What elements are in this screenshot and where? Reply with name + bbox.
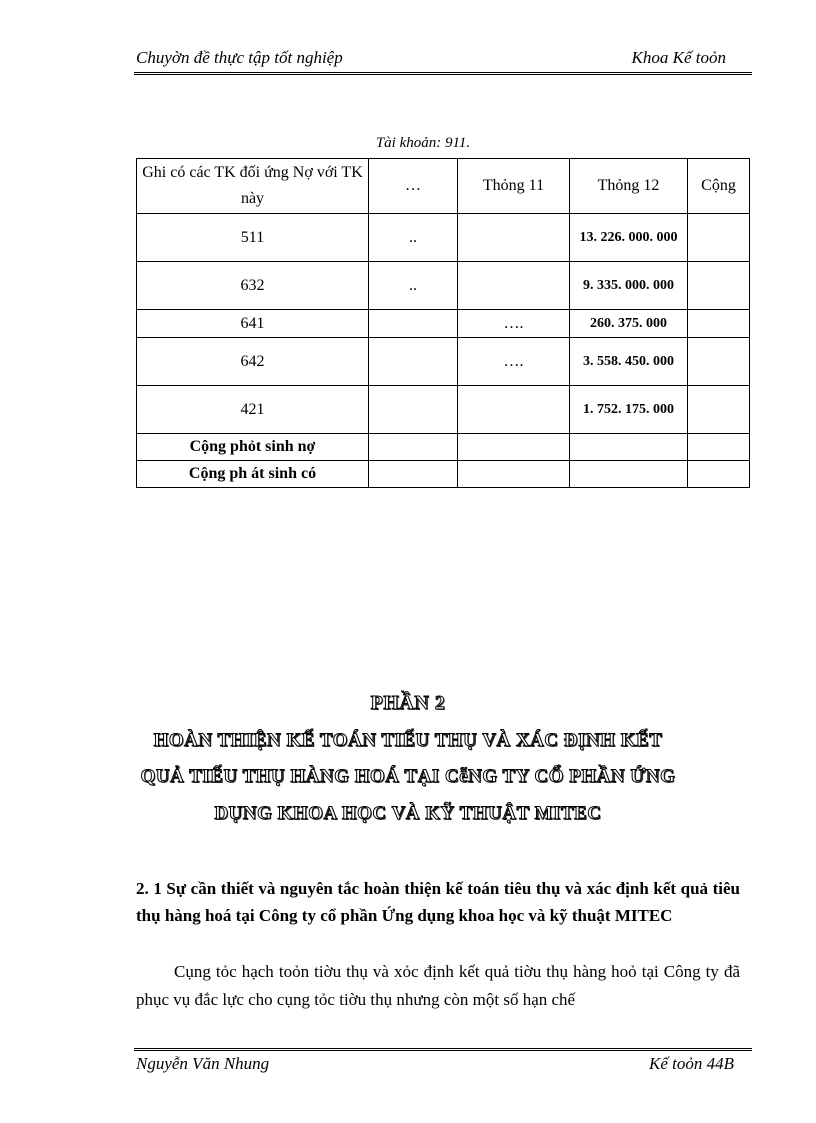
row-total	[688, 338, 750, 386]
column-header-total: Cộng	[688, 159, 750, 214]
row-ellipsis: ..	[369, 214, 458, 262]
row-account: 421	[137, 386, 369, 434]
row-ellipsis	[369, 338, 458, 386]
part-title-line-1: HOÀN THIỆN KẾ TOÁN TIẾU THỤ VÀ XÁC ĐỊNH KẾT	[153, 730, 663, 751]
row-month-11	[458, 214, 570, 262]
body-paragraph: Cụng tỏc hạch toỏn tiờu thụ và xỏc định kết quả tiờu thụ hàng hoỏ tại Công ty đã phục vụ đắc lực cho cụng tỏc tiờu thụ nhưng còn một số hạn chế	[136, 962, 740, 1009]
footer-author: Nguyễn Văn Nhung	[136, 1054, 270, 1073]
column-header-account: Ghi có các TK đối ứng Nợ với TK này	[137, 159, 369, 214]
part-title-line-3: DỤNG KHOA HỌC VÀ KỸ THUẬT MITEC	[214, 803, 602, 824]
total-debit-row	[137, 434, 750, 461]
row-month-11: ….	[458, 338, 570, 386]
table-header-row	[137, 159, 750, 214]
row-month-12: 3. 558. 450. 000	[570, 338, 688, 386]
table-row	[137, 338, 750, 386]
row-month-11	[458, 262, 570, 310]
total-debit-label: Cộng phỏt sinh nợ	[137, 434, 369, 461]
row-month-12: 13. 226. 000. 000	[570, 214, 688, 262]
row-month-12: 260. 375. 000	[570, 310, 688, 338]
row-account: 642	[137, 338, 369, 386]
part-title-line-2: QUẢ TIẾU THỤ HÀNG HOÁ TẠI CễNG TY CỔ PHẦN ỨNG	[140, 766, 676, 787]
total-credit-row	[137, 461, 750, 488]
page-footer	[136, 1054, 740, 1076]
row-month-11	[458, 386, 570, 434]
footer-class: Kế toỏn 44B	[649, 1054, 734, 1073]
row-account: 632	[137, 262, 369, 310]
row-ellipsis: ..	[369, 262, 458, 310]
column-header-month-11: Thỏng 11	[458, 159, 570, 214]
row-account: 641	[137, 310, 369, 338]
header-faculty: Khoa Kế toỏn	[631, 48, 726, 67]
table-row	[137, 386, 750, 434]
column-header-ellipsis: …	[369, 159, 458, 214]
row-ellipsis	[369, 386, 458, 434]
column-header-month-12: Thỏng 12	[570, 159, 688, 214]
row-total	[688, 386, 750, 434]
total-credit-label: Cộng ph át sinh có	[137, 461, 369, 488]
part-number: PHẦN 2	[370, 692, 446, 714]
table-row	[137, 310, 750, 338]
table-row	[137, 262, 750, 310]
section-heading: 2. 1 Sự cần thiết và nguyên tắc hoàn thiện kế toán tiêu thụ và xác định kết quả tiêu thụ hàng hoá tại Công ty cổ phần Ứng dụng khoa học và kỹ thuật MITEC	[136, 879, 740, 925]
row-month-11: ….	[458, 310, 570, 338]
table-row	[137, 214, 750, 262]
row-ellipsis	[369, 310, 458, 338]
row-total	[688, 262, 750, 310]
footer-rule	[134, 1048, 752, 1051]
ledger-table	[136, 158, 750, 488]
row-total	[688, 214, 750, 262]
row-month-12: 1. 752. 175. 000	[570, 386, 688, 434]
row-account: 511	[137, 214, 369, 262]
header-rule	[134, 72, 752, 75]
page-header	[136, 48, 740, 70]
row-total	[688, 310, 750, 338]
row-month-12: 9. 335. 000. 000	[570, 262, 688, 310]
header-document-type: Chuyờn đề thực tập tốt nghiệp	[136, 48, 343, 67]
ledger-account-label: Tài khoản: 911.	[375, 135, 471, 151]
